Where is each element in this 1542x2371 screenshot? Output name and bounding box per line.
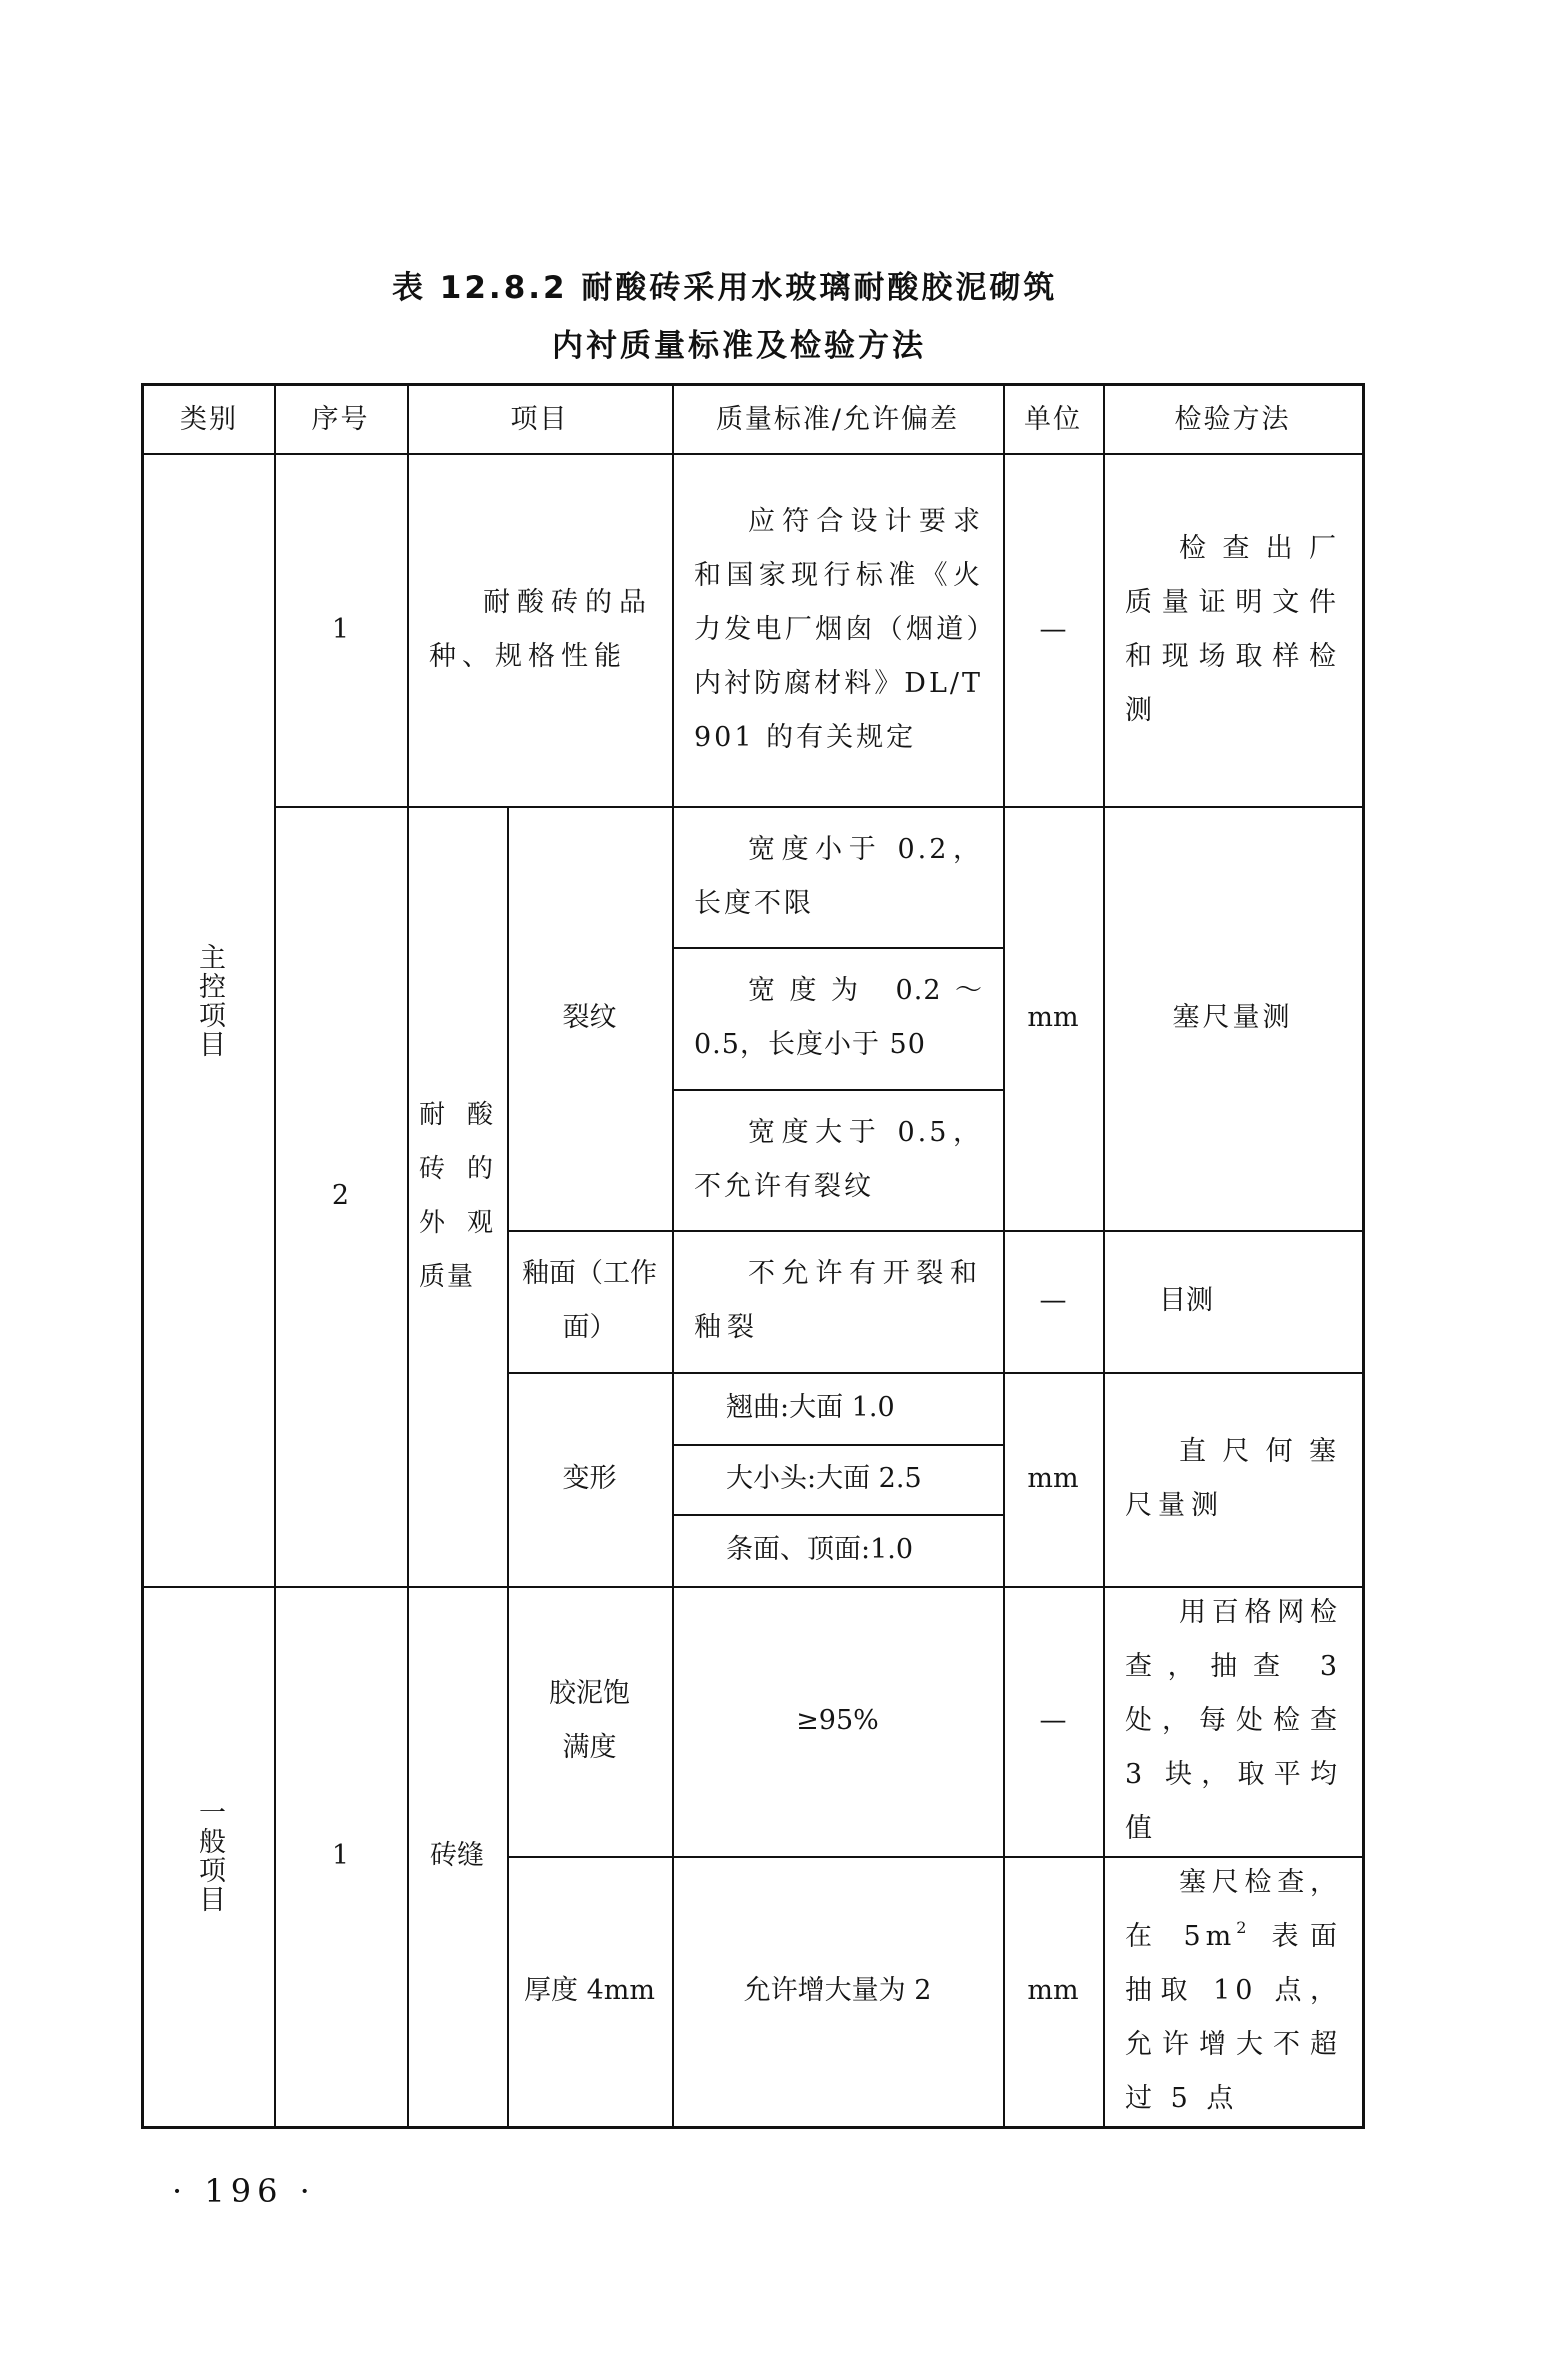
page-number: · 196 · [172,2172,316,2210]
deformation-standard-1: 翘曲:大面 1.0 [726,1392,895,1423]
deformation-standard-3: 条面、顶面:1.0 [726,1534,914,1565]
quality-standard-table [141,383,1365,2129]
header-unit: 单位 [1024,403,1082,435]
category-main-control: 主控项目 [194,943,225,1059]
crack-method: 塞尺量测 [1172,1002,1293,1033]
deformation-label: 变形 [562,1463,617,1494]
mortar-fullness-unit: — [1039,1705,1067,1736]
table-title-line-1: 表 12.8.2 耐酸砖采用水玻璃耐酸胶泥砌筑 [392,270,1058,306]
joint-thickness-label: 厚度 4mm [524,1975,655,2006]
crack-standard-1: 宽度小于 0.2，长度不限 [694,833,983,919]
deformation-standard-2: 大小头:大面 2.5 [726,1463,922,1494]
header-category: 类别 [180,403,238,435]
mortar-fullness-standard: ≥95% [796,1705,879,1736]
glaze-standard: 不允许有开裂和釉裂 [694,1258,983,1343]
glaze-label: 釉面（工作面） [522,1258,657,1343]
header-no: 序号 [311,403,370,435]
general-row1-item: 砖缝 [430,1840,484,1871]
header-item: 项目 [510,403,569,435]
joint-thickness-standard: 允许增大量为 2 [743,1975,932,2006]
mortar-fullness-label: 胶泥饱满度 [549,1678,630,1763]
joint-thickness-unit: mm [1027,1975,1079,2006]
deformation-unit: mm [1027,1463,1079,1494]
joint-thickness-method [1103,1856,1362,2126]
joint-thickness-method-text: 塞尺检查，在 $5m^2$ 表面抽取 10 点，允许增大不超过 5 点 [1125,1867,1342,2114]
general-row1-no: 1 [331,1840,350,1871]
row1-standard: 应符合设计要求和国家现行标准《火力发电厂烟囱（烟道）内衬防腐材料》DL/T 901 的有关规定 [694,505,983,753]
deformation-method: 直尺何塞尺量测 [1125,1436,1342,1521]
row2-item: 耐酸砖的外观质量 [419,1100,495,1292]
header-standard: 质量标准/允许偏差 [715,403,960,435]
crack-label: 裂纹 [562,1002,617,1033]
table-title-line-2: 内衬质量标准及检验方法 [552,328,926,364]
row2-no: 2 [331,1180,350,1211]
row1-unit: — [1039,613,1067,645]
crack-standard-2: 宽度为 0.2～0.5，长度小于 50 [694,975,983,1060]
glaze-method: 目测 [1159,1285,1213,1316]
row1-no: 1 [331,613,350,645]
row1-item: 耐酸砖的品种、规格性能 [429,586,652,672]
mortar-fullness-method: 用百格网检查，抽查 3 处，每处检查 3 块，取平均值 [1125,1597,1342,1844]
header-method: 检验方法 [1174,403,1291,435]
category-general: 一般项目 [194,1798,225,1914]
glaze-unit: — [1039,1285,1067,1316]
crack-standard-3: 宽度大于 0.5，不允许有裂纹 [694,1116,983,1202]
crack-unit: mm [1027,1002,1079,1033]
row1-method: 检查出厂质量证明文件和现场取样检测 [1125,532,1342,726]
